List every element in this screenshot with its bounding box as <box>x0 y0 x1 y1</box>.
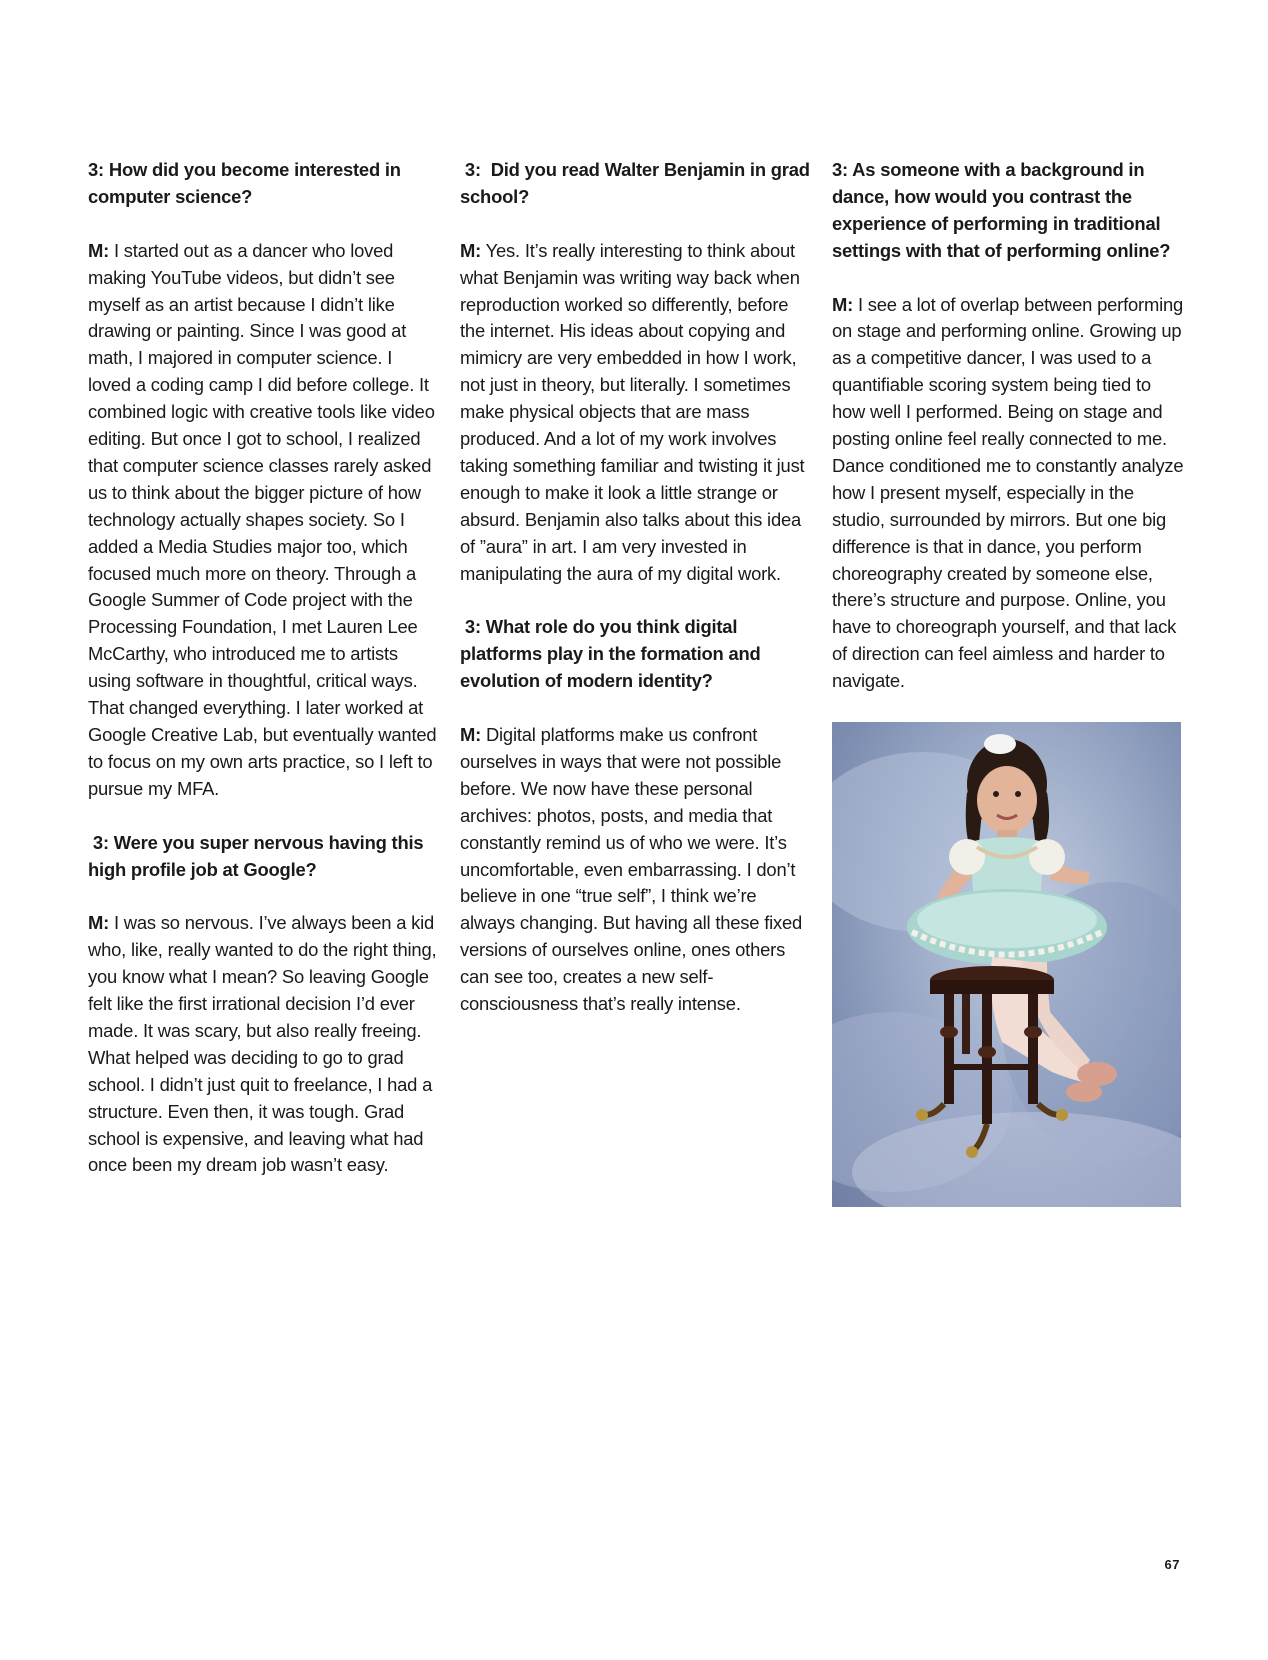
speaker-label: M: <box>832 293 854 315</box>
speaker-label: M: <box>460 723 482 745</box>
question-computer-science: 3: How did you become interested in computer science? <box>88 159 406 207</box>
answer-text: I see a lot of overlap between performing on stage and performing online. Growing up as a competitive dancer, I was used to a quantifiable scoring system being tied to how well I performed. Being on stage and posting online feel really connected to me. Dance conditioned me to constantly analyze how I present myself, especially in the studio, surrounded by mirrors. But one big difference is that in dance, you perform choreography created by someone else, there’s structure and purpose. Online, you have to choreograph yourself, and that lack of direction can feel aimless and harder to navigate. <box>832 293 1184 692</box>
question-dance-performing: 3: As someone with a background in dance, how would you contrast the experience of performing in traditional settings with that of performing online? <box>832 159 1171 261</box>
answer-text: Digital platforms make us confront ourselves in ways that were not possible before. We now have these personal archives: photos, posts, and media that constantly remind us of who we were. It’s uncomfortable, even embarrassing. I don’t believe in one “true self”, I think we’re always changing. But having all these fixed versions of ourselves online, ones others can see too, creates a new self-consciousness that’s really intense. <box>460 723 803 1015</box>
answer-walter-benjamin <box>460 238 812 588</box>
speaker-label: M: <box>88 239 110 261</box>
answer-computer-science <box>88 238 440 803</box>
speaker-label: M: <box>460 239 482 261</box>
speaker-label: M: <box>88 912 110 934</box>
question-google-job: 3: Were you super nervous having this high profile job at Google? <box>88 831 429 880</box>
answer-text: Yes. It’s really interesting to think about what Benjamin was writing way back when reproduction worked so differently, before the internet. His ideas about copying and mimicry are very embedded in how I work, not just in theory, but literally. I sometimes make physical objects that are mass produced. And a lot of my work involves taking something familiar and twisting it just enough to make it look a little strange or absurd. Benjamin also talks about this idea of ”aura” in art. I am very invested in manipulating the aura of my digital work. <box>460 239 805 584</box>
answer-google-job <box>88 910 440 1179</box>
question-digital-platforms: 3: What role do you think digital platforms play in the formation and evolution of modern identity? <box>460 616 766 692</box>
dancer-illustration <box>832 722 1181 1207</box>
page-number: 67 <box>1164 1557 1180 1572</box>
question-walter-benjamin: 3: Did you read Walter Benjamin in grad school? <box>460 159 815 207</box>
answer-dance-performing <box>832 292 1188 696</box>
column-right <box>832 157 1188 1207</box>
column-middle <box>460 157 815 1045</box>
column-left <box>88 157 440 1206</box>
child-dancer-photo <box>832 722 1181 1207</box>
answer-text: I started out as a dancer who loved making YouTube videos, but didn’t see myself as an artist because I didn’t like drawing or painting. Since I was good at math, I majored in computer science. I loved a coding camp I did before college. It combined logic with creative tools like video editing. But once I got to school, I realized that computer science classes rarely asked us to think about the bigger picture of how technology actually shapes society. So I added a Media Studies major too, which focused much more on theory. Through a Google Summer of Code project with the Processing Foundation, I met Lauren Lee McCarthy, who introduced me to artists using software in thoughtful, critical ways. That changed everything. I later worked at Google Creative Lab, but eventually wanted to focus on my own arts practice, so I left to pursue my MFA. <box>88 239 437 799</box>
answer-digital-platforms <box>460 722 812 1018</box>
answer-text: I was so nervous. I’ve always been a kid who, like, really wanted to do the right thing, you know what I mean? So leaving Google felt like the first irrational decision I’d ever made. It was scary, but also really freeing. What helped was deciding to go to grad school. I didn’t just quit to freelance, I had a structure. Even then, it was tough. Grad school is expensive, and leaving what had once been my dream job wasn’t easy. <box>88 912 437 1176</box>
